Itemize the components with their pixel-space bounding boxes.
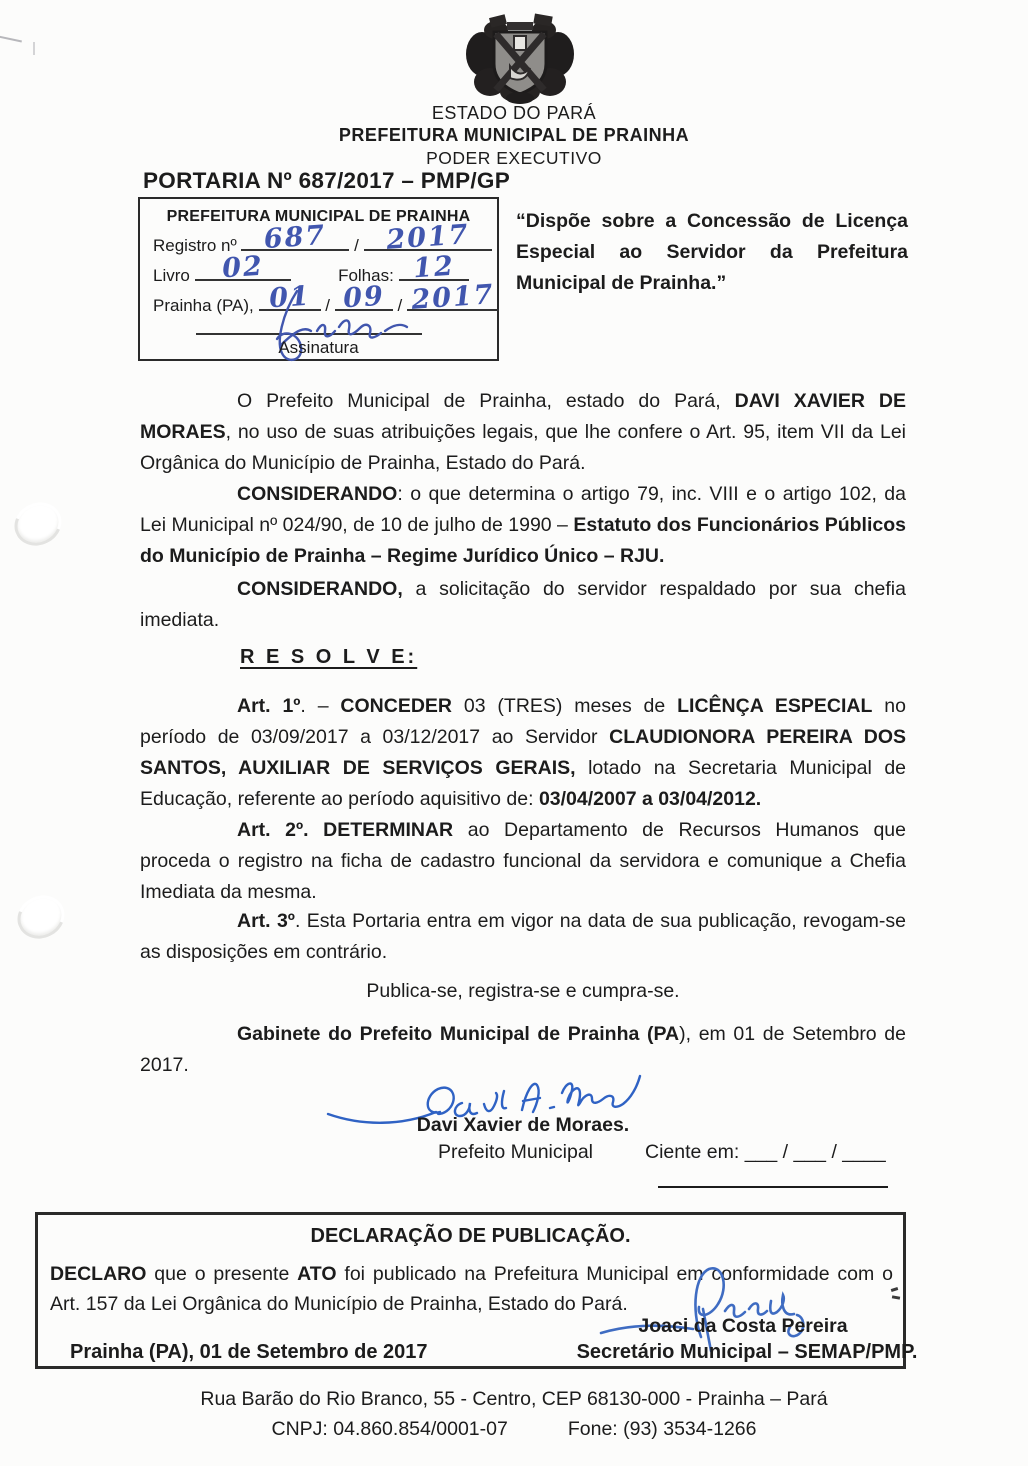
publication-declaration-box [35, 1212, 918, 1369]
document-title: PORTARIA Nº 687/2017 – PMP/GP [143, 168, 511, 193]
ciente-rule [658, 1186, 888, 1188]
handwritten-registro-number: 687 [263, 219, 328, 256]
footer-address: Rua Barão do Rio Branco, 55 - Centro, CEP 68130-000 - Prainha – Pará [200, 1388, 828, 1410]
header-municipality: PREFEITURA MUNICIPAL DE PRAINHA [338, 125, 690, 145]
handwritten-livro: 02 [220, 250, 265, 285]
slash-separator: / [397, 296, 403, 315]
ciente-line: Ciente em: ___ / ___ / ____ [645, 1141, 886, 1163]
handwritten-month: 09 [341, 280, 386, 315]
folhas-field [399, 250, 469, 285]
footer-phone: Fone: (93) 3534-1266 [567, 1418, 757, 1440]
header-branch: PODER EXECUTIVO [426, 148, 602, 168]
paragraph-considerando-1: CONSIDERANDO: o que determina o artigo 79, inc. VIII e o artigo 102, da Lei Municipal nº 024/90, de 10 de julho de 1990 – Estatuto dos Funcionários Públicos do Município de Prainha – Regime Jurídico Único – RJU. [140, 483, 906, 567]
resolve-heading: R E S O L V E: [240, 646, 418, 668]
slash-separator: / [354, 236, 359, 255]
stamp-title: PREFEITURA MUNICIPAL DE PRAINHA [166, 208, 471, 225]
decree-subject-quote: “Dispõe sobre a Concessão de Licença Especial ao Servidor da Prefeitura Municipal de Prainha.” [516, 210, 908, 294]
paragraph-article-3: Art. 3º. Esta Portaria entra em vigor na data de sua publicação, revogam-se as disposições em contrário. [140, 910, 906, 963]
livro-field [195, 250, 291, 285]
paragraph-gabinete: Gabinete do Prefeito Municipal de Prainha (PA), em 01 de Setembro de 2017. [140, 1023, 906, 1076]
registro-number-field [241, 219, 349, 256]
registro-year-field [364, 219, 492, 256]
signature-rule [196, 333, 422, 335]
stamp-livro-row [153, 250, 469, 286]
header-state: ESTADO DO PARÁ [431, 103, 597, 123]
folhas-label: Folhas: [338, 266, 394, 285]
registration-stamp-box [138, 197, 499, 361]
coat-of-arms-icon [452, 12, 588, 106]
stamp-date-row [153, 279, 499, 316]
handwritten-day: 01 [267, 280, 312, 315]
date-year-field [407, 279, 499, 316]
declaration-title: DECLARAÇÃO DE PUBLICAÇÃO. [310, 1225, 631, 1247]
secretary-name: Joaci da Costa Pereira [638, 1315, 848, 1337]
mayor-name: Davi Xavier de Moraes. [416, 1114, 630, 1136]
handwritten-year: 2017 [410, 279, 496, 316]
scan-artifact [33, 42, 35, 55]
paragraph-preamble: O Prefeito Municipal de Prainha, estado do Pará, DAVI XAVIER DE MORAES, no uso de suas atribuições legais, que lhe confere o Art. 95, item VII da Lei Orgânica do Município de Prainha, Estado do Pará. [140, 390, 906, 474]
registro-label: Registro nº [153, 236, 237, 255]
footer-contact [0, 1418, 1028, 1441]
paragraph-article-1: Art. 1º. – CONCEDER 03 (TRES) meses de LICÊNÇA ESPECIAL no período de 03/09/2017 a 03/12/2017 ao Servidor CLAUDIONORA PEREIRA DOS SANTOS, AUXILIAR DE SERVIÇOS GERAIS, lotado na Secretaria Municipal de Educação, referente ao período aquisitivo de: 03/04/2007 a 03/04/2012. [140, 695, 907, 810]
assinatura-label: Assinatura [278, 338, 359, 357]
date-day-field [259, 280, 321, 315]
declaration-place-date: Prainha (PA), 01 de Setembro de 2017 [70, 1341, 428, 1363]
place-label: Prainha (PA), [153, 296, 254, 315]
slash-separator: / [325, 296, 330, 315]
declaration-body: DECLARO que o presente ATO foi publicado na Prefeitura Municipal em conformidade com o Art. 157 da Lei Orgânica do Município de Prainha, Estado do Pará. [50, 1263, 893, 1315]
punch-hole [10, 888, 71, 946]
paragraph-considerando-2: CONSIDERANDO, a solicitação do servidor respaldado por sua chefia imediata. [140, 578, 906, 631]
scan-artifact [0, 36, 22, 43]
mayor-role: Prefeito Municipal [438, 1141, 593, 1163]
paragraph-article-2: Art. 2º. DETERMINAR ao Departamento de Recursos Humanos que proceda o registro na ficha de cadastro funcional da servidora e comunique a Chefia Imediata da mesma. [140, 819, 906, 903]
handwritten-registro-year: 2017 [385, 219, 471, 256]
secretary-role: Secretário Municipal – SEMAP/PMP. [576, 1341, 918, 1363]
date-month-field [335, 280, 393, 315]
livro-label: Livro [153, 266, 190, 285]
footer-cnpj: CNPJ: 04.860.854/0001-07 [271, 1418, 508, 1440]
punch-hole [7, 495, 68, 553]
publish-line: Publica-se, registra-se e cumpra-se. [366, 980, 680, 1002]
handwritten-folhas: 12 [411, 250, 456, 285]
